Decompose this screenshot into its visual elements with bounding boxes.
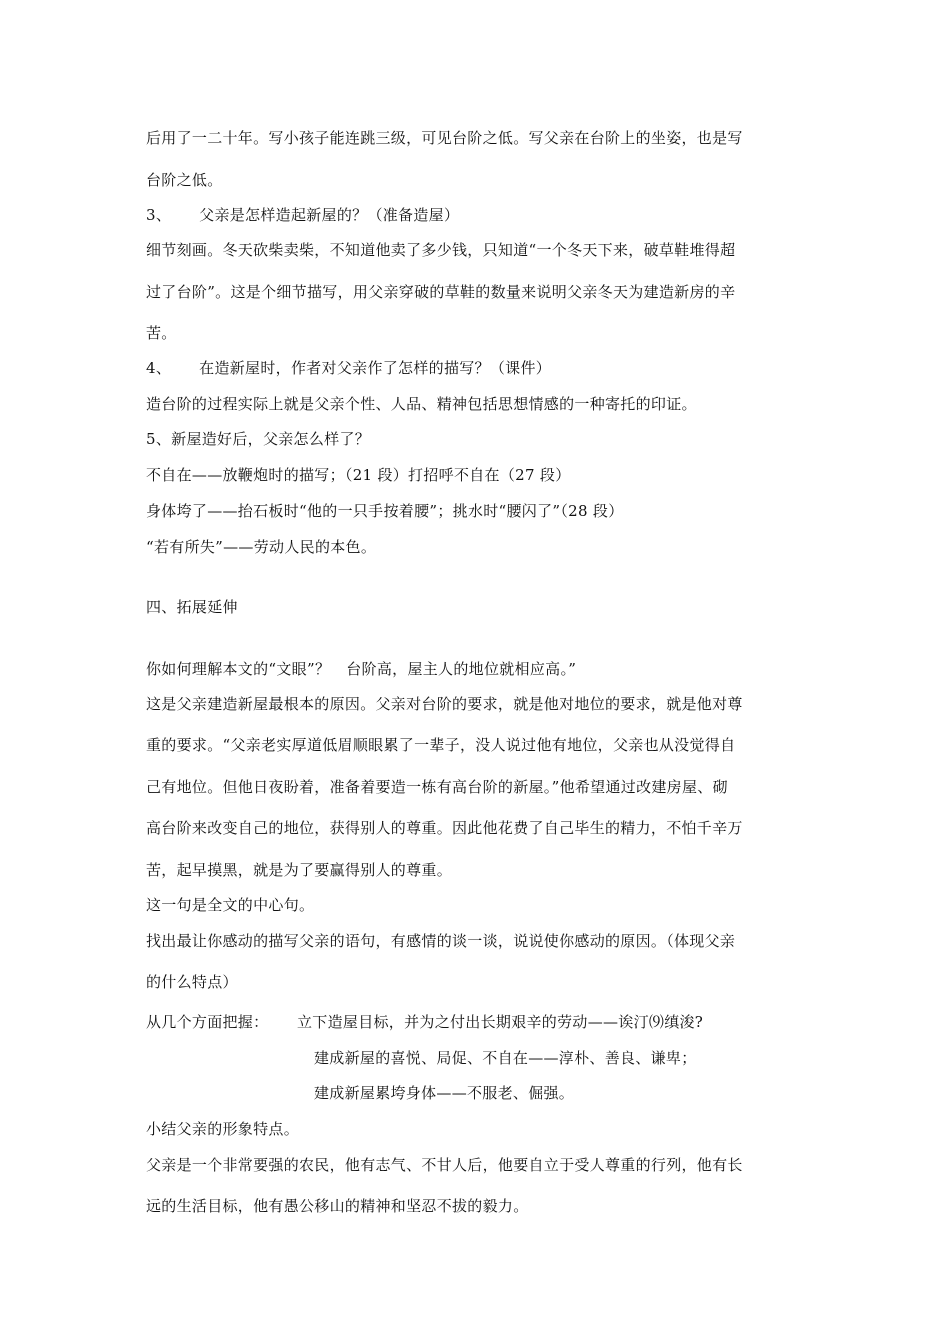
text-line: 的什么特点） [146,973,238,991]
text-line: 后用了一二十年。写小孩子能连跳三级，可见台阶之低。写父亲在台阶上的坐姿，也是写 [146,129,743,147]
text-line: 5、新屋造好后，父亲怎么样了？ [146,430,371,448]
question-text: 父亲是怎样造起新屋的？（准备造屋） [199,206,460,224]
text-line: 远的生活目标，他有愚公移山的精神和坚忍不拔的毅力。 [146,1197,529,1215]
point-item: 建成新屋累垮身体——不服老、倔强。 [314,1084,575,1102]
point-item: 立下造屋目标，并为之付出长期艰辛的劳动——诶汀⑼缜浚? [297,1013,704,1031]
text-line: 苦，起早摸黑，就是为了要赢得别人的尊重。 [146,861,453,879]
quote-text: 台阶高，屋主人的地位就相应高。” [346,660,577,678]
text-line: 细节刻画。冬天砍柴卖柴，不知道他卖了多少钱，只知道“一个冬天下来，破草鞋堆得超 [146,241,736,259]
list-item-4 [146,358,806,378]
text-line: 不自在——放鞭炮时的描写；（21 段）打招呼不自在（27 段） [146,466,571,484]
section-heading: 四、拓展延伸 [146,598,238,616]
point-item: 建成新屋的喜悦、局促、不自在——淳朴、善良、谦卑； [314,1049,697,1067]
text-line: 重的要求。“父亲老实厚道低眉顺眼累了一辈子，没人说过他有地位，父亲也从没觉得自 [146,736,736,754]
list-item-3 [146,205,806,225]
text-line [146,659,806,679]
list-number: 3、 [146,206,172,224]
text-line: 找出最让你感动的描写父亲的语句，有感情的谈一谈，说说使你感动的原因。（体现父亲 [146,932,736,950]
text-line: 高台阶来改变自己的地位，获得别人的尊重。因此他花费了自己毕生的精力，不怕千辛万 [146,819,743,837]
text-line: 身体垮了——抬石板时“他的一只手按着腰”；挑水时“腰闪了”（28 段） [146,502,624,520]
text-line: 父亲是一个非常要强的农民，他有志气、不甘人后，他要自立于受人尊重的行列，他有长 [146,1156,743,1174]
text-line: 己有地位。但他日夜盼着，准备着要造一栋有高台阶的新屋。”他希望通过改建房屋、砌 [146,778,728,796]
list-number: 4、 [146,359,172,377]
text-line: 台阶之低。 [146,171,223,189]
text-line: 这一句是全文的中心句。 [146,896,315,914]
text-line: “若有所失”——劳动人民的本色。 [146,538,377,556]
text-line: 小结父亲的形象特点。 [146,1120,300,1138]
text-line: 从几个方面把握： [146,1013,269,1031]
question-text: 你如何理解本文的“文眼”？ [146,660,331,678]
text-line: 造台阶的过程实际上就是父亲个性、人品、精神包括思想情感的一种寄托的印证。 [146,395,697,413]
text-line: 这是父亲建造新屋最根本的原因。父亲对台阶的要求，就是他对地位的要求，就是他对尊 [146,695,743,713]
text-line: 苦。 [146,324,177,342]
question-text: 在造新屋时，作者对父亲作了怎样的描写？（课件） [199,359,552,377]
text-line: 过了台阶”。这是个细节描写，用父亲穿破的草鞋的数量来说明父亲冬天为建造新房的辛 [146,283,736,301]
